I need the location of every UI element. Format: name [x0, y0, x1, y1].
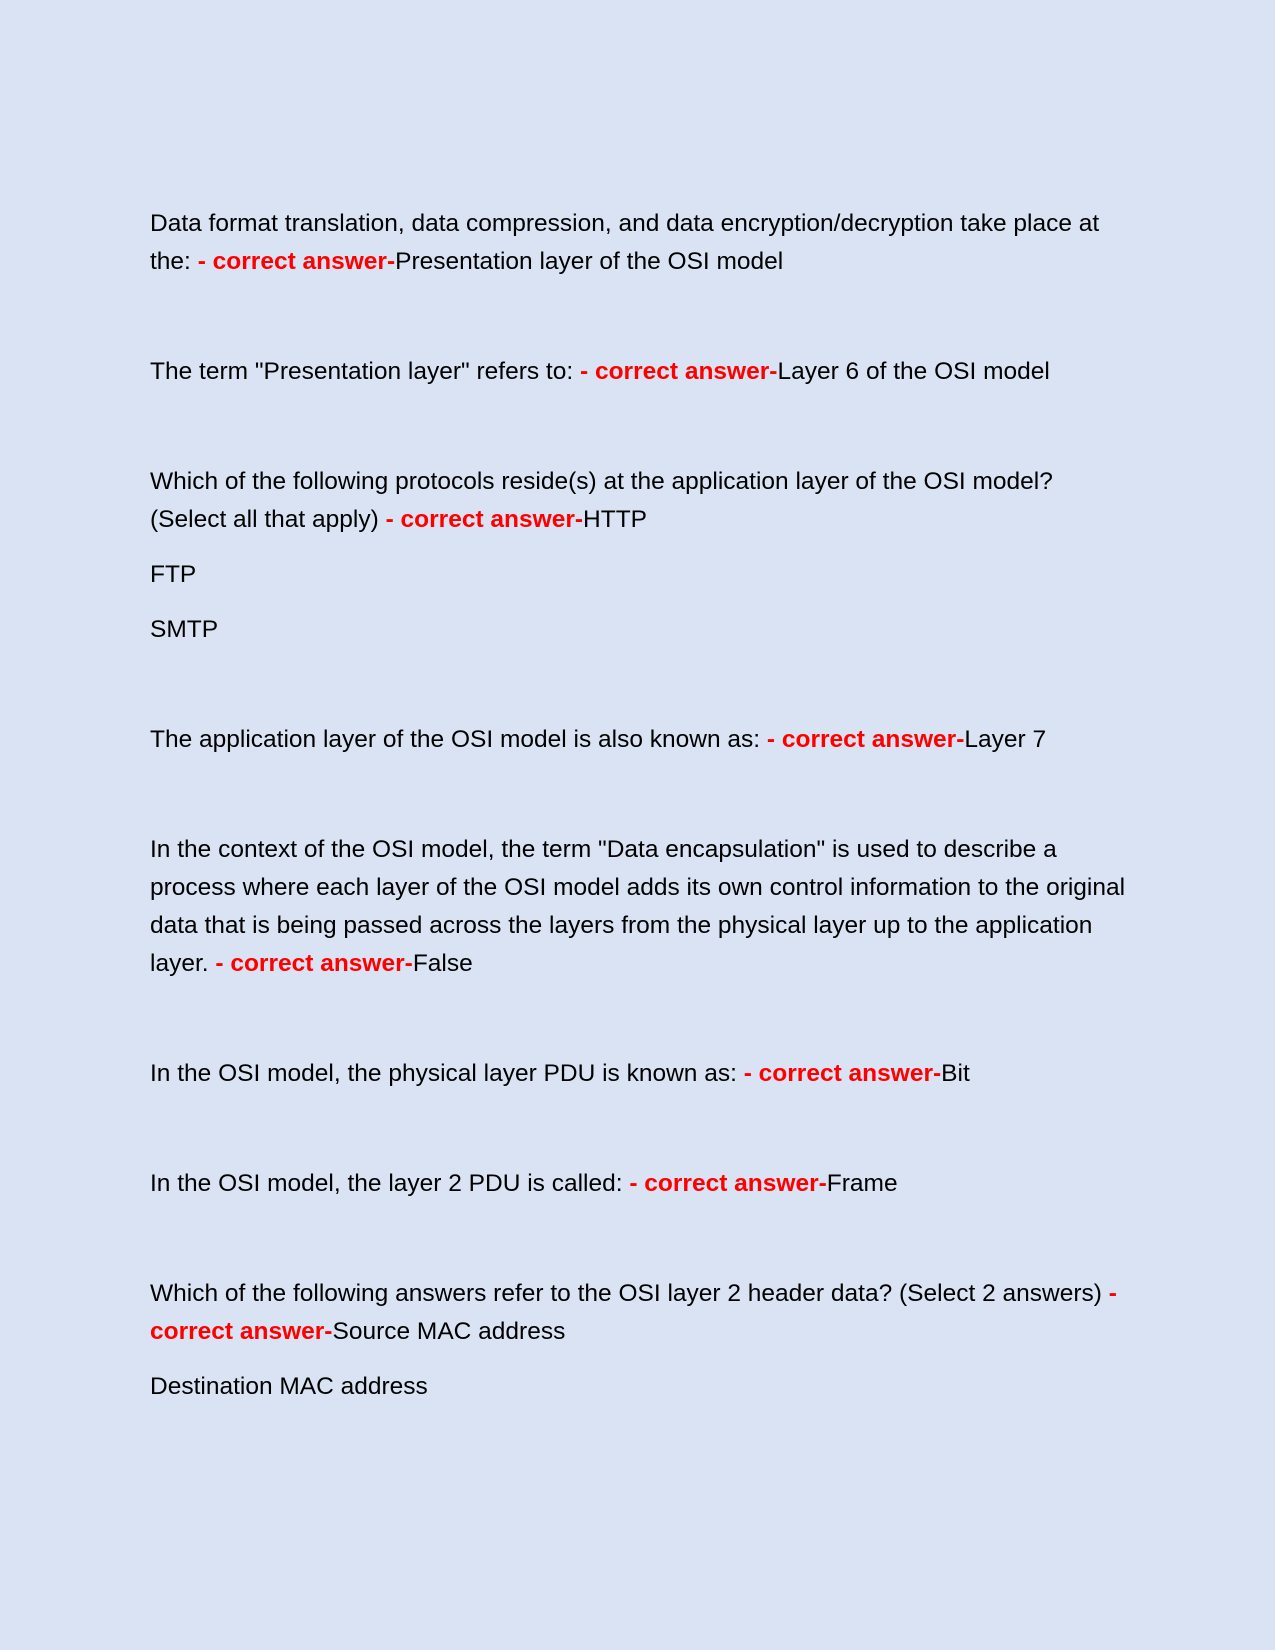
- question-text: [150, 205, 1130, 281]
- qa-item: [150, 1275, 1130, 1406]
- answer: Source MAC address: [332, 1318, 566, 1345]
- answer-option: Destination MAC address: [150, 1373, 428, 1400]
- question-text: [150, 1275, 1130, 1351]
- answer: False: [412, 950, 473, 977]
- correct-answer-marker: - correct answer-: [629, 1170, 827, 1197]
- question: Which of the following protocols reside(s) at the application layer of the OSI model? (Select all that apply): [150, 468, 1053, 533]
- answer: Presentation layer of the OSI model: [395, 248, 784, 275]
- correct-answer-marker: - correct answer-: [766, 726, 965, 753]
- question: In the OSI model, the layer 2 PDU is called:: [150, 1170, 623, 1197]
- qa-item: [150, 831, 1130, 983]
- question-text: [150, 1165, 1130, 1203]
- answer: Layer 7: [964, 726, 1047, 753]
- answer: Bit: [941, 1060, 970, 1087]
- question-text: [150, 353, 1130, 391]
- answer: HTTP: [583, 506, 647, 533]
- answer-option: SMTP: [150, 616, 219, 643]
- question: The application layer of the OSI model is also known as:: [150, 726, 761, 753]
- answer-option: FTP: [150, 561, 197, 588]
- qa-item: [150, 1055, 1130, 1093]
- answer: Layer 6 of the OSI model: [777, 358, 1050, 385]
- question: Data format translation, data compression, and data encryption/decryption take place at the:: [150, 210, 1100, 275]
- qa-item: [150, 205, 1130, 281]
- qa-item: [150, 463, 1130, 649]
- qa-item: [150, 353, 1130, 391]
- correct-answer-marker: - correct answer-: [580, 358, 778, 385]
- question-text: [150, 721, 1130, 759]
- question-text: [150, 463, 1130, 539]
- question-text: [150, 831, 1130, 983]
- qa-item: [150, 1165, 1130, 1203]
- question: Which of the following answers refer to the OSI layer 2 header data? (Select 2 answers): [150, 1280, 1102, 1307]
- correct-answer-marker: - correct answer-: [385, 506, 584, 533]
- correct-answer-marker: - correct answer-: [215, 950, 413, 977]
- correct-answer-marker: - correct answer-: [743, 1060, 942, 1087]
- correct-answer-marker: - correct answer-: [150, 1280, 1117, 1345]
- question: The term "Presentation layer" refers to:: [150, 358, 574, 385]
- answer: Frame: [826, 1170, 898, 1197]
- question-text: [150, 1055, 1130, 1093]
- question: In the context of the OSI model, the term "Data encapsulation" is used to describe a process where each layer of the OSI model adds its own control information to the original data that is being passed across the layers from the physical layer up to the application layer.: [150, 836, 1126, 977]
- qa-item: [150, 721, 1130, 759]
- correct-answer-marker: - correct answer-: [197, 248, 396, 275]
- document-page: [150, 205, 1130, 1478]
- question: In the OSI model, the physical layer PDU is known as:: [150, 1060, 737, 1087]
